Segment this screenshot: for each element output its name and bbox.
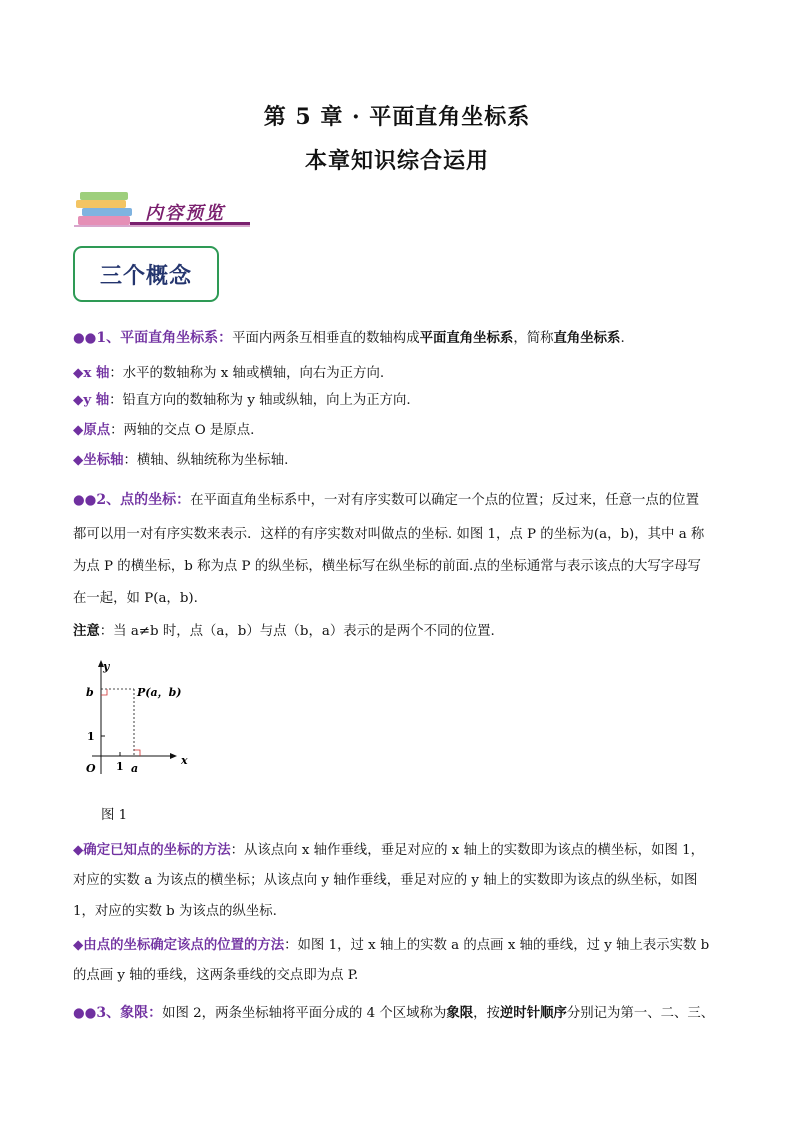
method2-line1 [73, 935, 733, 956]
note-label: 注意 [73, 623, 100, 639]
section1-term: 直角坐标系 [553, 330, 621, 346]
x-one-label: 1 [116, 760, 124, 773]
diamond-icon: ◆ [73, 366, 84, 381]
item-label: 原点 [83, 422, 111, 438]
section3-head: 3、象限： [96, 1005, 163, 1021]
method2-label: ◆由点的坐标确定该点的位置的方法 [73, 937, 285, 953]
section3-text: 分别记为第一、二、三、 [566, 1006, 715, 1021]
section2-line1 [73, 490, 733, 511]
section2-line3: 为点 P 的横坐标，b 称为点 P 的纵坐标，横坐标写在纵坐标的前面.点的坐标通常与表示该点的大写字母写 [73, 559, 701, 574]
method1-line1 [73, 840, 733, 861]
item-text: ：铅直方向的数轴称为 y 轴或纵轴，向上为正方向. [109, 393, 411, 408]
three-concepts-box: 三个概念 [73, 246, 219, 302]
figure1-coordinate-diagram [80, 656, 200, 781]
section2-head: 2、点的坐标： [96, 492, 191, 508]
item-coordinate-axes [73, 450, 733, 471]
bullet-marker: ●● [73, 331, 97, 346]
section1-text: ，简称 [513, 331, 554, 346]
section1-head: 1、平面直角坐标系： [96, 330, 233, 346]
page-subtitle: 本章知识综合运用 [304, 148, 489, 174]
section2-line4: 在一起，如 P(a，b). [73, 591, 198, 606]
b-tick-label: b [86, 686, 94, 699]
origin-label: O [86, 762, 96, 775]
diamond-icon: ◆ [73, 453, 84, 468]
bullet-marker: ●● [73, 1006, 97, 1021]
content-preview-label: 内容预览 [145, 203, 225, 224]
section3-line1 [73, 1003, 733, 1024]
method1-line2: 对应的实数 a 为该点的横坐标；从该点向 y 轴作垂线，垂足对应的 y 轴上的实数即为该点的纵坐标，如图 [73, 873, 698, 888]
section1-text: . [620, 331, 625, 346]
item-text: ：水平的数轴称为 x 轴或横轴，向右为正方向. [109, 366, 385, 381]
item-x-axis [73, 363, 733, 384]
y-one-label: 1 [87, 730, 95, 743]
bullet-marker: ●● [73, 493, 97, 508]
y-axis-label: y [103, 660, 110, 673]
section3-term: 逆时针顺序 [499, 1005, 567, 1021]
section1-term: 平面直角坐标系 [419, 330, 514, 346]
section3-term: 象限 [446, 1005, 474, 1021]
item-label: 坐标轴 [83, 452, 124, 468]
a-tick-label: a [131, 762, 139, 775]
section2-text: 在平面直角坐标系中，一对有序实数可以确定一个点的位置；反过来，任意一点的位置 [190, 493, 699, 508]
section1-text: 平面内两条互相垂直的数轴构成 [232, 331, 420, 346]
right-angle-mark-y [101, 689, 107, 695]
method1-line3: 1，对应的实数 b 为该点的纵坐标. [73, 904, 277, 919]
section1-paragraph [73, 328, 733, 349]
x-axis-label: x [181, 754, 188, 767]
chapter-title: 第 5 章 · 平面直角坐标系 [263, 104, 531, 130]
item-label: y 轴 [83, 392, 110, 408]
item-text: ：两轴的交点 O 是原点. [110, 423, 255, 438]
method1-text: ：从该点向 x 轴作垂线，垂足对应的 x 轴上的实数即为该点的横坐标，如图 1， [230, 843, 705, 858]
section3-text: ，按 [473, 1006, 500, 1021]
x-axis-arrow [170, 753, 177, 759]
note-text: ：当 a≠b 时，点（a，b）与点（b，a）表示的是两个不同的位置. [99, 624, 495, 639]
item-text: ：横轴、纵轴统称为坐标轴. [123, 453, 289, 468]
point-p-label: P(a，b) [137, 686, 182, 699]
method2-text: ：如图 1，过 x 轴上的实数 a 的点画 x 轴的垂线，过 y 轴上表示实数 b [284, 938, 710, 953]
method2-line2: 的点画 y 轴的垂线，这两条垂线的交点即为点 P. [73, 968, 359, 983]
section3-text: 如图 2，两条坐标轴将平面分成的 4 个区域称为 [162, 1006, 447, 1021]
item-y-axis [73, 390, 733, 411]
item-label: x 轴 [83, 365, 110, 381]
item-origin [73, 420, 733, 441]
method1-label: ◆确定已知点的坐标的方法 [73, 842, 231, 858]
section2-line2: 都可以用一对有序实数来表示．这样的有序实数对叫做点的坐标. 如图 1，点 P 的坐标为(a，b)，其中 a 称 [73, 527, 705, 542]
section2-note [73, 621, 733, 642]
figure1-caption: 图 1 [101, 808, 128, 823]
diamond-icon: ◆ [73, 393, 84, 408]
right-angle-mark-x [134, 750, 140, 756]
diamond-icon: ◆ [73, 423, 84, 438]
